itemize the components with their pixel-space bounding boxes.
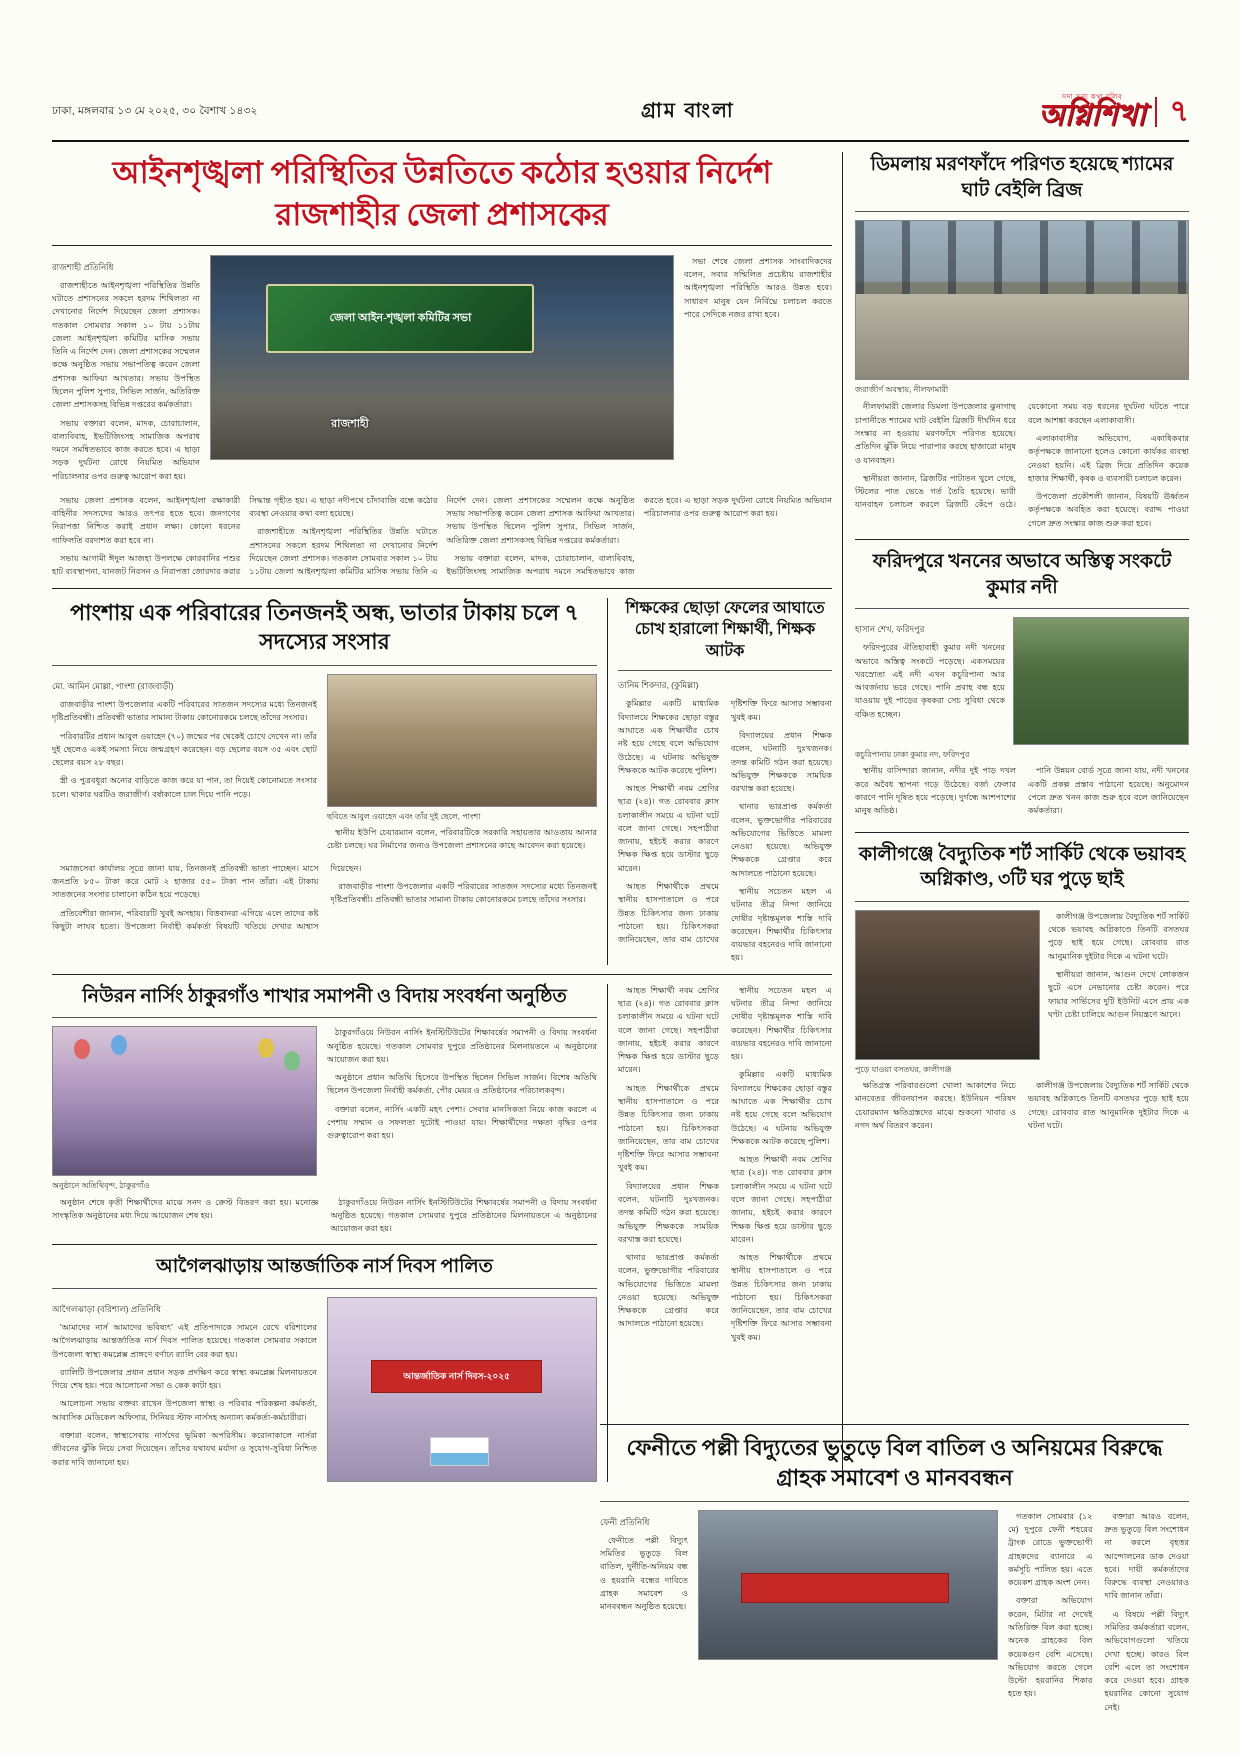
divider <box>52 245 832 246</box>
faridpur-photo <box>1013 617 1189 745</box>
logo <box>1038 94 1145 131</box>
article-faridpur <box>855 549 1189 823</box>
divider <box>52 974 832 975</box>
dimla-text: নীলফামারী জেলার ডিমলা উপজেলার ঝুনাগাছ চাপানীতে শ্যামের ঘাট বেইলি ব্রিজটি দীর্ঘদিন ধরে সংস্কার না হওয়ায় মরণফাঁদে পরিণত হয়েছে। প্রতিদিন ঝুঁকি নিয়ে পারাপার করছে হাজারো মানুষ ও যানবাহন। স্থানীয়রা জানান, ব্রিজটির পাটাতন খুলে গেছে, স্টিলের পাত ভেঙে গর্ত তৈরি হয়েছে। ভারী যানবাহন চলাচল করলে ব্রিজটি কেঁপে ওঠে। যেকোনো সময় বড় ধরনের দুর্ঘটনা ঘটতে পারে বলে আশঙ্কা করছেন এলাকাবাসী। এলাকাবাসীর অভিযোগ, একাধিকবার কর্তৃপক্ষকে জানানো হলেও কোনো কার্যকর ব্যবস্থা নেওয়া হয়নি। এই ব্রিজ দিয়ে প্রতিদিন কয়েক হাজার শিক্ষার্থী, কৃষক ও ব্যবসায়ী চলাচল করেন। উপজেলা প্রকৌশলী জানান, বিষয়টি ঊর্ধ্বতন কর্তৃপক্ষকে অবহিত করা হয়েছে। বরাদ্দ পাওয়া গেলে দ্রুত সংস্কার কাজ শুরু করা হবে। <box>855 402 1189 528</box>
pangsha-photo <box>327 674 597 807</box>
divider <box>52 1288 597 1289</box>
right-column <box>842 152 1189 1482</box>
kaliganj-text-2: ক্ষতিগ্রস্ত পরিবারগুলো খোলা আকাশের নিচে মানবেতর জীবনযাপন করছে। ইউনিয়ন পরিষদ চেয়ারম্যান ক্ষতিগ্রস্তদের মাঝে শুকনো খাবার ও নগদ অর্থ বিতরণ করেন। কালীগঞ্জ উপজেলায় বৈদ্যুতিক শর্ট সার্কিট থেকে ভয়াবহ অগ্নিকাণ্ডে তিনটি বসতঘর পুড়ে ছাই হয়ে গেছে। রোববার রাত আনুমানিক দুইটার দিকে এ ঘটনা ঘটে। <box>855 1081 1189 1130</box>
pangsha-col-1 <box>52 674 317 858</box>
pangsha-byline: মো. আমিন মোল্লা, পাংশা (রাজবাড়ী) <box>52 680 174 691</box>
divider <box>855 608 1189 609</box>
faridpur-photo-wrap <box>1013 617 1189 745</box>
protest-banner <box>741 1573 950 1603</box>
lead-col-last <box>684 255 832 488</box>
nursing-text-wrap <box>327 1026 597 1191</box>
feni-byline-wrap <box>600 1510 688 1714</box>
lead-headline: আইনশৃঙ্খলা পরিস্থিতির উন্নতিতে কঠোর হওয়ার নির্দেশ রাজশাহীর জেলা প্রশাসকের <box>112 155 772 232</box>
faridpur-headline: ফরিদপুরে খননের অভাবে অস্তিত্ব সংকটে কুমার নদী <box>872 551 1172 598</box>
faridpur-text-wrap <box>855 617 1005 745</box>
dimla-headline: ডিমলায় মরণফাঁদে পরিণত হয়েছে শ্যামের ঘাট বেইলি ব্রিজ <box>870 154 1174 201</box>
lead-photo-wrap <box>210 255 674 488</box>
dimla-photo <box>855 220 1189 380</box>
article-feni <box>600 1424 1189 1714</box>
agail-byline: আগৈলঝাড়া (বরিশাল) প্রতিনিধি <box>52 1304 161 1315</box>
lead-byline: রাজশাহী প্রতিনিধি <box>52 261 114 272</box>
pangsha-text-1: রাজবাড়ীর পাংশা উপজেলার একটি পরিবারের সাতজন সদস্যের মধ্যে তিনজনই দৃষ্টিপ্রতিবন্ধী। প্রতিবন্ধী ভাতার সামান্য টাকায় কোনোরকমে চলছে তাঁদের সংসার। পরিবারটির প্রধান আবুল ওয়াহেদ (৭০) জন্মের পর থেকেই চোখে দেখেন না। তাঁর দুই ছেলেও একই সমস্যা নিয়ে জন্মগ্রহণ করেছেন। বড় ছেলের বয়স ৩৫ এবং ছোট ছেলের বয়স ২৮ বছর। স্ত্রী ও পুত্রবধূরা অন্যের বাড়িতে কাজ করে যা পান, তা দিয়েই কোনোমতে সংসার চলে। থাকার ঘরটিও জরাজীর্ণ। বর্ষাকালে চাল দিয়ে পানি পড়ে। <box>52 699 317 799</box>
photo-screen-text: জেলা আইন-শৃঙ্খলা কমিটির সভা <box>266 284 534 353</box>
article-pangsha <box>52 598 597 965</box>
divider <box>600 1501 1189 1502</box>
divider <box>618 670 832 671</box>
article-lead <box>52 152 832 579</box>
article-teacher <box>607 598 832 965</box>
pangsha-text-2: স্থানীয় ইউপি চেয়ারম্যান বলেন, পরিবারটিকে সরকারি সহায়তার আওতায় আনার চেষ্টা চলছে। ঘর নির্মাণের জন্যও উপজেলা প্রশাসনের কাছে আবেদন করা হয়েছে। <box>327 828 597 851</box>
teacher-continued <box>607 984 832 1482</box>
nursing-photo-wrap <box>52 1026 317 1191</box>
row-pangsha <box>52 598 832 965</box>
teacher-byline: তানিম শিকদার, (কুমিল্লা) <box>618 680 699 691</box>
divider <box>855 901 1189 902</box>
feni-headline: ফেনীতে পল্লী বিদ্যুতের ভুতুড়ে বিল বাতিল ও অনিয়মের বিরুদ্ধে গ্রাহক সমাবেশ ও মানববন্ধন <box>626 1435 1163 1491</box>
masthead <box>52 90 1189 142</box>
faridpur-byline: হাসান শেখ, ফরিদপুর <box>855 624 925 635</box>
masthead-brand <box>1038 94 1189 131</box>
nursing-caption: অনুষ্ঠানে অতিথিবৃন্দ, ঠাকুরগাঁও <box>52 1181 150 1191</box>
feni-text-2: গতকাল সোমবার (১২ মে) দুপুরে ফেনী শহরের ট্রাংক রোডে ভুক্তভোগী গ্রাহকদের ব্যানারে এ কর্মসূচি পালিত হয়। এতে কয়েকশ গ্রাহক অংশ নেন। বক্তারা অভিযোগ করেন, মিটার না দেখেই অতিরিক্ত বিল করা হচ্ছে। অনেক গ্রাহকের বিল কয়েকগুণ বেশি এসেছে। অভিযোগ করতে গেলে উল্টো হয়রানির শিকার হতে হয়। বক্তারা আরও বলেন, দ্রুত ভুতুড়ে বিল সংশোধন না করলে বৃহত্তর আন্দোলনের ডাক দেওয়া হবে। দায়ী কর্মকর্তাদের বিরুদ্ধে ব্যবস্থা নেওয়ারও দাবি জানান তাঁরা। এ বিষয়ে পল্লী বিদ্যুৎ সমিতির কর্মকর্তারা বলেন, অভিযোগগুলো খতিয়ে দেখা হচ্ছে। কারও বিল বেশি এলে তা সংশোধন করে দেওয়া হবে। গ্রাহক হয়রানির কোনো সুযোগ নেই। <box>1008 1511 1189 1712</box>
pangsha-headline: পাংশায় এক পরিবারের তিনজনই অন্ধ, ভাতার টাকায় চলে ৭ সদস্যের সংসার <box>70 599 579 655</box>
lead-photo <box>210 255 674 460</box>
pangsha-text-3: সমাজসেবা কার্যালয় সূত্রে জানা যায়, তিনজনই প্রতিবন্ধী ভাতা পাচ্ছেন। মাসে জনপ্রতি ৮৫০ টাকা করে মোট ২ হাজার ৫৫০ টাকা পান তাঁরা। এই টাকায় সাতজনের সংসার চালানো কঠিন হয়ে পড়েছে। প্রতিবেশীরা জানান, পরিবারটি খুবই অসহায়। বিত্তবানরা এগিয়ে এলে তাদের কষ্ট কিছুটা লাঘব হতো। উপজেলা নির্বাহী কর্মকর্তা বিষয়টি খতিয়ে দেখার আশ্বাস দিয়েছেন। রাজবাড়ীর পাংশা উপজেলার একটি পরিবারের সাতজন সদস্যের মধ্যে তিনজনই দৃষ্টিপ্রতিবন্ধী। প্রতিবন্ধী ভাতার সামান্য টাকায় কোনোরকমে চলছে তাঁদের সংসার। <box>52 863 597 931</box>
masthead-date: ঢাকা, মঙ্গলবার ১৩ মে ২০২৫, ৩০ বৈশাখ ১৪৩২ <box>52 104 258 117</box>
feni-photo <box>698 1510 998 1660</box>
agail-text: 'আমাদের নার্স আমাদের ভবিষ্যৎ' এই প্রতিপাদ্যকে সামনে রেখে বরিশালের আগৈলঝাড়ায় আন্তর্জাতিক নার্স দিবস পালিত হয়েছে। গতকাল সোমবার সকালে উপজেলা স্বাস্থ্য কমপ্লেক্স প্রাঙ্গণে বর্ণাঢ্য র‍্যালি বের করা হয়। র‍্যালিটি উপজেলার প্রধান প্রধান সড়ক প্রদক্ষিণ করে স্বাস্থ্য কমপ্লেক্স মিলনায়তনে গিয়ে শেষ হয়। পরে আলোচনা সভা ও কেক কাটা হয়। আলোচনা সভায় বক্তব্য রাখেন উপজেলা স্বাস্থ্য ও পরিবার পরিকল্পনা কর্মকর্তা, আবাসিক মেডিকেল অফিসার, সিনিয়র স্টাফ নার্সসহ অন্যান্য কর্মকর্তা-কর্মচারীরা। বক্তারা বলেন, স্বাস্থ্যসেবায় নার্সদের ভূমিকা অপরিসীম। করোনাকালে নার্সরা জীবনের ঝুঁকি নিয়ে সেবা দিয়েছেন। তাঁদের যথাযথ মর্যাদা ও সুযোগ-সুবিধা নিশ্চিত করার দাবি জানানো হয়। <box>52 1323 317 1467</box>
nursing-text-1: ঠাকুরগাঁওয়ে নিউরন নার্সিং ইনস্টিটিউটের শিক্ষাবর্ষের সমাপনী ও বিদায় সংবর্ধনা অনুষ্ঠিত হয়েছে। গতকাল সোমবার দুপুরে প্রতিষ্ঠানের মিলনায়তনে এ অনুষ্ঠানের আয়োজন করা হয়। অনুষ্ঠানে প্রধান অতিথি হিসেবে উপস্থিত ছিলেন সিভিল সার্জন। বিশেষ অতিথি ছিলেন উপজেলা নির্বাহী কর্মকর্তা, পৌর মেয়র ও প্রতিষ্ঠানের পরিচালকবৃন্দ। বক্তারা বলেন, নার্সিং একটি মহৎ পেশা। সেবার মানসিকতা নিয়ে কাজ করলে এ পেশায় সম্মান ও সফলতা দুটোই পাওয়া যায়। শিক্ষার্থীদের দক্ষতা বৃদ্ধির ওপর গুরুত্বারোপ করা হয়। <box>327 1028 597 1141</box>
nursing-text-2: অনুষ্ঠান শেষে কৃতী শিক্ষার্থীদের মাঝে সনদ ও ক্রেস্ট বিতরণ করা হয়। মনোজ্ঞ সাংস্কৃতিক অনুষ্ঠানের মধ্য দিয়ে আয়োজন শেষ হয়। ঠাকুরগাঁওয়ে নিউরন নার্সিং ইনস্টিটিউটের শিক্ষাবর্ষের সমাপনী ও বিদায় সংবর্ধনা অনুষ্ঠিত হয়েছে। গতকাল সোমবার দুপুরে প্রতিষ্ঠানের মিলনায়তনে এ অনুষ্ঠানের আয়োজন করা হয়। <box>52 1197 597 1234</box>
photo-location-label: রাজশাহী <box>331 418 369 431</box>
nursing-headline: নিউরন নার্সিং ঠাকুরগাঁও শাখার সমাপনী ও বিদায় সংবর্ধনা অনুষ্ঠিত <box>82 985 567 1007</box>
main-column <box>52 152 842 1482</box>
article-dimla <box>855 152 1189 530</box>
row-nursing <box>52 984 832 1482</box>
feni-text-wrap <box>1008 1510 1189 1714</box>
agail-photo-wrap <box>327 1297 597 1482</box>
lead-text-1: রাজশাহীতে আইনশৃঙ্খলা পরিস্থিতির উন্নতি ঘটাতে প্রশাসনের সকলে হরদম শিথিলতা না দেখানোর নির্দেশ দিয়েছেন জেলা প্রশাসক। গতকাল সোমবার সকাল ১০ টায় ১১টায় জেলা আইনশৃঙ্খলা কমিটির মাসিক সভায় তিনি এ নির্দেশ দেন। জেলা প্রশাসকের সম্মেলন কক্ষে অনুষ্ঠিত সভায় সভাপতিত্ব করেন জেলা প্রশাসক আফিয়া আখতার। সভায় উপস্থিত ছিলেন পুলিশ সুপার, সিভিল সার্জন, অতিরিক্ত জেলা প্রশাসকসহ বিভিন্ন দপ্তরের কর্মকর্তারা। সভায় বক্তারা বলেন, মাদক, চোরাচালান, বাল্যবিবাহ, ইভটিজিংসহ সামাজিক অপরাধ দমনে সমন্বিতভাবে কাজ করতে হবে। এ ছাড়া সড়ক দুর্ঘটনা রোধে নিয়মিত অভিযান পরিচালনার ওপর গুরুত্ব আরোপ করা হয়। <box>52 280 200 481</box>
lead-col-1 <box>52 255 200 488</box>
kaliganj-text-wrap <box>1048 910 1189 1075</box>
feni-byline: ফেনী প্রতিনিধি <box>600 1516 650 1527</box>
pangsha-photo-wrap <box>327 674 597 858</box>
article-agailjhara <box>52 1254 597 1482</box>
section-title: গ্রাম বাংলা <box>640 99 735 122</box>
article-nursing <box>52 984 597 1236</box>
feni-text-1: ফেনীতে পল্লী বিদ্যুৎ সমিতির ভুতুড়ে বিল বাতিল, দুর্নীতি-অনিয়ম বন্ধ ও হয়রানি বন্ধের দাবিতে গ্রাহক সমাবেশ ও মানববন্ধন অনুষ্ঠিত হয়েছে। <box>600 1535 688 1612</box>
faridpur-text-1: ফরিদপুরের ঐতিহ্যবাহী কুমার নদী খননের অভাবে অস্তিত্ব সংকটে পড়েছে। একসময়ের খরস্রোতা এই নদী এখন কচুরিপানা আর আবর্জনায় ভরে গেছে। পানি প্রবাহ বন্ধ হয়ে যাওয়ায় দুই পাড়ের কৃষকরা সেচ সুবিধা থেকে বঞ্চিত হচ্ছেন। <box>855 643 1005 719</box>
feni-photo-wrap <box>698 1510 998 1714</box>
divider <box>52 665 597 666</box>
divider <box>52 1244 597 1245</box>
nursing-photo <box>52 1026 317 1176</box>
divider <box>855 211 1189 212</box>
teacher-headline: শিক্ষকের ছোড়া ফেলের আঘাতে চোখ হারালো শিক্ষার্থী, শিক্ষক আটক <box>625 599 825 660</box>
dimla-caption: জরাজীর্ণ অবস্থায়, নীলফামারী <box>855 385 949 395</box>
bridge-illustration <box>856 221 1188 379</box>
balloon-icon <box>74 1039 90 1059</box>
balloon-icon <box>284 1051 300 1071</box>
divider <box>52 1017 597 1018</box>
article-kaliganj <box>855 842 1189 1138</box>
balloon-icon <box>111 1035 127 1055</box>
balloon-icon <box>258 1038 274 1058</box>
agail-text-wrap <box>52 1297 317 1482</box>
kaliganj-photo-wrap <box>855 910 1040 1075</box>
logo-tagline: সদা সত্য কথা বলিব <box>1061 93 1123 101</box>
faridpur-text-2: স্থানীয় বাসিন্দারা জানান, নদীর দুই পাড় দখল করে অবৈধ স্থাপনা গড়ে উঠেছে। বর্জ্য ফেলার কারণে পানি দূষিত হয়ে পড়েছে। দুর্গন্ধে আশপাশের মানুষ অতিষ্ঠ। পানি উন্নয়ন বোর্ড সূত্রে জানা যায়, নদী খননের একটি প্রকল্প প্রস্তাব পাঠানো হয়েছে। অনুমোদন পেলে দ্রুত খনন কাজ শুরু হবে বলে জানিয়েছেন কর্মকর্তারা। <box>855 766 1189 816</box>
kaliganj-photo <box>855 910 1040 1060</box>
agail-photo <box>327 1297 597 1482</box>
lead-text-continued: সভায় জেলা প্রশাসক বলেন, আইনশৃঙ্খলা রক্ষাকারী বাহিনীর সদস্যদের আরও তৎপর হতে হবে। জনগণের নিরাপত্তা নিশ্চিত করাই প্রধান লক্ষ্য। কোনো ধরনের গাফিলতি বরদাশত করা হবে না। সভায় আগামী ঈদুল আজহা উপলক্ষে কোরবানির পশুর হাট ব্যবস্থাপনা, যানজট নিরসন ও নিরাপত্তা জোরদার করার সিদ্ধান্ত গৃহীত হয়। এ ছাড়া নদীপথে চাঁদাবাজি বন্ধে কঠোর ব্যবস্থা নেওয়ার কথা বলা হয়েছে। রাজশাহীতে আইনশৃঙ্খলা পরিস্থিতির উন্নতি ঘটাতে প্রশাসনের সকলে হরদম শিথিলতা না দেখানোর নির্দেশ দিয়েছেন জেলা প্রশাসক। গতকাল সোমবার সকাল ১০ টায় ১১টায় জেলা আইনশৃঙ্খলা কমিটির মাসিক সভায় তিনি এ নির্দেশ দেন। জেলা প্রশাসকের সম্মেলন কক্ষে অনুষ্ঠিত সভায় সভাপতিত্ব করেন জেলা প্রশাসক আফিয়া আখতার। সভায় উপস্থিত ছিলেন পুলিশ সুপার, সিভিল সার্জন, অতিরিক্ত জেলা প্রশাসকসহ বিভিন্ন দপ্তরের কর্মকর্তারা। সভায় বক্তারা বলেন, মাদক, চোরাচালান, বাল্যবিবাহ, ইভটিজিংসহ সামাজিক অপরাধ দমনে সমন্বিতভাবে কাজ করতে হবে। এ ছাড়া সড়ক দুর্ঘটনা রোধে নিয়মিত অভিযান পরিচালনার ওপর গুরুত্ব আরোপ করা হয়। <box>52 495 832 577</box>
teacher-text-cont: আহত শিক্ষার্থী নবম শ্রেণির ছাত্র (২৪)। গত রোববার ক্লাস চলাকালীন সময়ে এ ঘটনা ঘটে বলে জানা গেছে। সহপাঠীরা জানায়, হইচই করার কারণে শিক্ষক ক্ষিপ্ত হয়ে ডাস্টার ছুড়ে মারেন। আহত শিক্ষার্থীকে প্রথমে স্থানীয় হাসপাতালে ও পরে উন্নত চিকিৎসার জন্য ঢাকায় পাঠানো হয়। চিকিৎসকরা জানিয়েছেন, তার বাম চোখের দৃষ্টিশক্তি ফিরে আসার সম্ভাবনা খুবই কম। বিদ্যালয়ের প্রধান শিক্ষক বলেন, ঘটনাটি দুঃখজনক। তদন্ত কমিটি গঠন করা হয়েছে। অভিযুক্ত শিক্ষককে সাময়িক বরখাস্ত করা হয়েছে। থানার ভারপ্রাপ্ত কর্মকর্তা বলেন, ভুক্তভোগীর পরিবারের অভিযোগের ভিত্তিতে মামলা নেওয়া হয়েছে। অভিযুক্ত শিক্ষককে গ্রেপ্তার করে আদালতে পাঠানো হয়েছে। স্থানীয় সচেতন মহল এ ঘটনার তীব্র নিন্দা জানিয়ে দোষীর দৃষ্টান্তমূলক শাস্তি দাবি করেছেন। শিক্ষার্থীর চিকিৎসার ব্যয়ভার বহনেরও দাবি জানানো হয়। কুমিল্লার একটি মাধ্যমিক বিদ্যালয়ে শিক্ষকের ছোড়া বস্তুর আঘাতে এক শিক্ষার্থীর চোখ নষ্ট হয়ে গেছে বলে অভিযোগ উঠেছে। এ ঘটনায় অভিযুক্ত শিক্ষককে আটক করেছে পুলিশ। আহত শিক্ষার্থী নবম শ্রেণির ছাত্র (২৪)। গত রোববার ক্লাস চলাকালীন সময়ে এ ঘটনা ঘটে বলে জানা গেছে। সহপাঠীরা জানায়, হইচই করার কারণে শিক্ষক ক্ষিপ্ত হয়ে ডাস্টার ছুড়ে মারেন। আহত শিক্ষার্থীকে প্রথমে স্থানীয় হাসপাতালে ও পরে উন্নত চিকিৎসার জন্য ঢাকায় পাঠানো হয়। চিকিৎসকরা জানিয়েছেন, তার বাম চোখের দৃষ্টিশক্তি ফিরে আসার সম্ভাবনা খুবই কম। <box>618 985 832 1342</box>
page-body <box>52 152 1189 1482</box>
lead-text-last: সভা শেষে জেলা প্রশাসক সাংবাদিকদের বলেন, সবার সম্মিলিত প্রচেষ্টায় রাজশাহীর আইনশৃঙ্খলা পরিস্থিতি আরও উন্নত হবে। সাধারণ মানুষ যেন নির্বিঘ্নে চলাচল করতে পারে সেদিকে নজর রাখা হবে। <box>684 256 832 319</box>
kaliganj-caption: পুড়ে যাওয়া বসতঘর, কালীগঞ্জ <box>855 1064 952 1074</box>
cake-icon <box>430 1437 489 1466</box>
nursing-and-agail <box>52 984 597 1482</box>
kaliganj-headline: কালীগঞ্জে বৈদ্যুতিক শর্ট সার্কিট থেকে ভয়াবহ অগ্নিকাণ্ড, ৩টি ঘর পুড়ে ছাই <box>858 843 1186 891</box>
divider <box>855 832 1189 833</box>
agail-headline: আগৈলঝাড়ায় আন্তর্জাতিক নার্স দিবস পালিত <box>156 1256 493 1278</box>
divider <box>855 539 1189 540</box>
kaliganj-text-1: কালীগঞ্জ উপজেলায় বৈদ্যুতিক শর্ট সার্কিট থেকে ভয়াবহ অগ্নিকাণ্ডে তিনটি বসতঘর পুড়ে ছাই হয়ে গেছে। রোববার রাত আনুমানিক দুইটার দিকে এ ঘটনা ঘটে। স্থানীয়রা জানান, আগুন দেখে লোকজন ছুটে এসে নেভানোর চেষ্টা করেন। পরে ফায়ার সার্ভিসের দুটি ইউনিট এসে প্রায় এক ঘণ্টা চেষ্টা চালিয়ে আগুন নিয়ন্ত্রণে আনে। <box>1048 911 1189 1019</box>
pangsha-caption: ছবিতে আবুল ওয়াহেদ এবং তাঁর দুই ছেলে, পাংশা <box>327 811 481 821</box>
teacher-text: কুমিল্লার একটি মাধ্যমিক বিদ্যালয়ে শিক্ষকের ছোড়া বস্তুর আঘাতে এক শিক্ষার্থীর চোখ নষ্ট হয়ে গেছে বলে অভিযোগ উঠেছে। এ ঘটনায় অভিযুক্ত শিক্ষককে আটক করেছে পুলিশ। আহত শিক্ষার্থী নবম শ্রেণির ছাত্র (২৪)। গত রোববার ক্লাস চলাকালীন সময়ে এ ঘটনা ঘটে বলে জানা গেছে। সহপাঠীরা জানায়, হইচই করার কারণে শিক্ষক ক্ষিপ্ত হয়ে ডাস্টার ছুড়ে মারেন। আহত শিক্ষার্থীকে প্রথমে স্থানীয় হাসপাতালে ও পরে উন্নত চিকিৎসার জন্য ঢাকায় পাঠানো হয়। চিকিৎসকরা জানিয়েছেন, তার বাম চোখের দৃষ্টিশক্তি ফিরে আসার সম্ভাবনা খুবই কম। বিদ্যালয়ের প্রধান শিক্ষক বলেন, ঘটনাটি দুঃখজনক। তদন্ত কমিটি গঠন করা হয়েছে। অভিযুক্ত শিক্ষককে সাময়িক বরখাস্ত করা হয়েছে। থানার ভারপ্রাপ্ত কর্মকর্তা বলেন, ভুক্তভোগীর পরিবারের অভিযোগের ভিত্তিতে মামলা নেওয়া হয়েছে। অভিযুক্ত শিক্ষককে গ্রেপ্তার করে আদালতে পাঠানো হয়েছে। স্থানীয় সচেতন মহল এ ঘটনার তীব্র নিন্দা জানিয়ে দোষীর দৃষ্টান্তমূলক শাস্তি দাবি করেছেন। শিক্ষার্থীর চিকিৎসার ব্যয়ভার বহনেরও দাবি জানানো হয়। <box>618 699 832 963</box>
divider <box>52 588 832 589</box>
faridpur-caption: কচুরিপানায় ঢাকা কুমার নদ, ফরিদপুর <box>855 750 970 760</box>
logo-wordmark: অগ্নিশিখা <box>1038 98 1146 132</box>
photo-banner-text: আন্তর্জাতিক নার্স দিবস-২০২৫ <box>371 1360 543 1393</box>
page-number: ৭ <box>1155 97 1189 127</box>
